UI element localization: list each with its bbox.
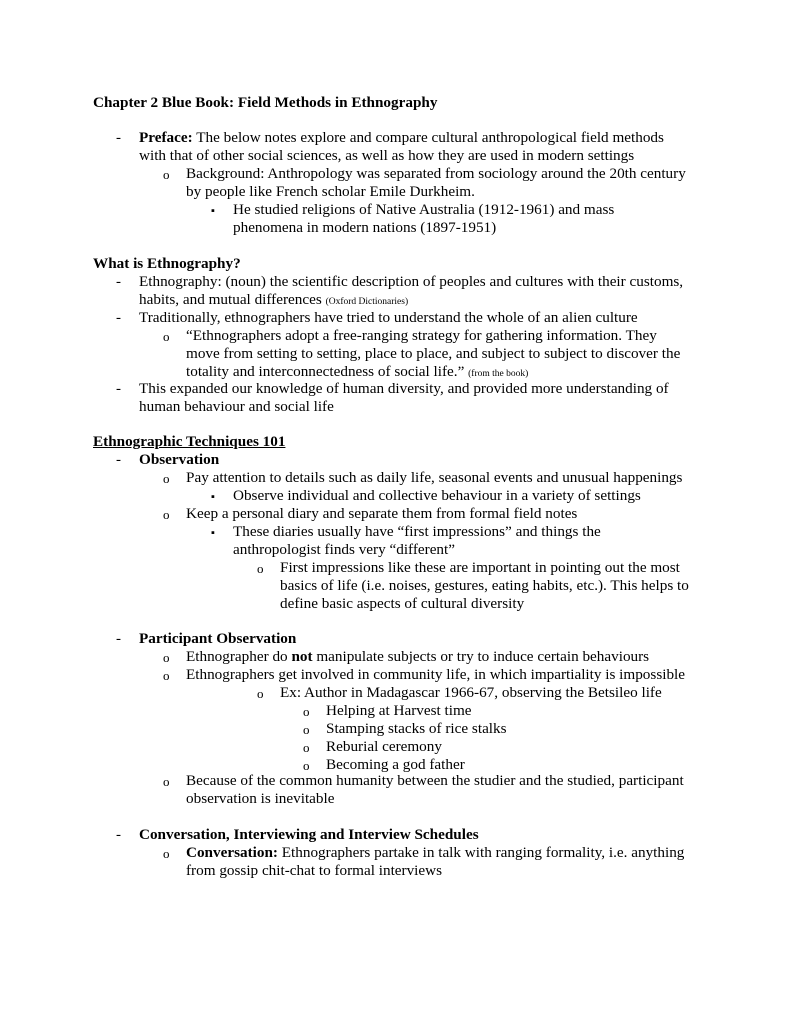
circle-bullet: o: [303, 722, 310, 737]
po-item-2: Ethnographers get involved in community life, in which impartiality is impossible: [186, 666, 685, 683]
document-title: Chapter 2 Blue Book: Field Methods in Ethnography: [93, 94, 438, 111]
definition-text: habits, and mutual differences: [139, 291, 326, 308]
po-example-item: Becoming a god father: [326, 756, 465, 773]
po-item-1-pre: Ethnographer do: [186, 648, 292, 665]
conversation-line-1: [186, 844, 684, 862]
po-item-1-emphasis: not: [291, 648, 313, 665]
square-bullet: ▪: [211, 491, 215, 503]
dash-bullet: -: [116, 381, 121, 397]
impressions-line-1: First impressions like these are important in pointing out the most: [280, 559, 680, 576]
quote-line-1: “Ethnographers adopt a free-ranging strategy for gathering information. They: [186, 327, 657, 344]
po-item-1-post: manipulate subjects or try to induce certain behaviours: [312, 648, 650, 665]
conversation-term: Conversation:: [186, 844, 278, 861]
impressions-line-2: basics of life (i.e. noises, gestures, eating habits, etc.). This helps to: [280, 577, 689, 594]
studied-line-2: phenomena in modern nations (1897-1951): [233, 219, 497, 236]
po-example: Ex: Author in Madagascar 1966-67, observing the Betsileo life: [280, 684, 662, 701]
conversation-text: Ethnographers partake in talk with ranging formality, i.e. anything: [277, 844, 685, 861]
square-bullet: ▪: [211, 205, 215, 217]
circle-bullet: o: [163, 471, 170, 486]
circle-bullet: o: [303, 758, 310, 773]
dash-bullet: -: [116, 827, 121, 843]
definition-line-2: [139, 291, 408, 311]
quote-text: totality and interconnectedness of social life.”: [186, 363, 469, 380]
background-line-2: by people like French scholar Emile Durkheim.: [186, 183, 475, 200]
conversation-label: Conversation, Interviewing and Interview Schedules: [139, 826, 479, 843]
definition-line-1: Ethnography: (noun) the scientific description of peoples and cultures with their customs,: [139, 273, 684, 290]
dash-bullet: -: [116, 274, 121, 290]
circle-bullet: o: [163, 507, 170, 522]
observation-item-1: Pay attention to details such as daily life, seasonal events and unusual happenings: [186, 469, 683, 486]
participant-observation-label: Participant Observation: [139, 630, 297, 647]
background-line-1: Background: Anthropology was separated from sociology around the 20th century: [186, 165, 686, 182]
conversation-line-2: from gossip chit-chat to formal interviews: [186, 862, 443, 879]
observation-label: Observation: [139, 451, 220, 468]
definition-source: (Oxford Dictionaries): [325, 297, 409, 307]
po-example-item: Helping at Harvest time: [326, 702, 472, 719]
techniques-heading: Ethnographic Techniques 101: [93, 433, 286, 450]
circle-bullet: o: [163, 846, 170, 861]
preface-line-2: with that of other social sciences, as well as how they are used in modern settings: [139, 147, 635, 164]
dash-bullet: -: [116, 130, 121, 146]
diaries-line-1: These diaries usually have “first impressions” and things the: [233, 523, 601, 540]
observation-item-2: Keep a personal diary and separate them from formal field notes: [186, 505, 578, 522]
quote-source: (from the book): [468, 369, 529, 379]
circle-bullet: o: [257, 561, 264, 576]
po-item-3-line-2: observation is inevitable: [186, 790, 335, 807]
po-example-item: Reburial ceremony: [326, 738, 442, 755]
what-is-heading: What is Ethnography?: [93, 255, 241, 272]
circle-bullet: o: [257, 686, 264, 701]
impressions-line-3: define basic aspects of cultural diversity: [280, 595, 525, 612]
circle-bullet: o: [303, 704, 310, 719]
po-item-3-line-1: Because of the common humanity between the studier and the studied, participant: [186, 772, 684, 789]
diaries-line-2: anthropologist finds very “different”: [233, 541, 455, 558]
preface-label: Preface:: [139, 129, 193, 146]
preface-line-1: [139, 129, 664, 147]
studied-line-1: He studied religions of Native Australia (1912-1961) and mass: [233, 201, 615, 218]
circle-bullet: o: [163, 668, 170, 683]
po-example-item: Stamping stacks of rice stalks: [326, 720, 507, 737]
traditionally-line: Traditionally, ethnographers have tried to understand the whole of an alien culture: [139, 309, 638, 326]
dash-bullet: -: [116, 631, 121, 647]
po-item-1: [186, 648, 649, 666]
expanded-line-1: This expanded our knowledge of human diversity, and provided more understanding of: [139, 380, 669, 397]
expanded-line-2: human behaviour and social life: [139, 398, 334, 415]
circle-bullet: o: [163, 329, 170, 344]
preface-text: The below notes explore and compare cultural anthropological field methods: [192, 129, 664, 146]
circle-bullet: o: [163, 650, 170, 665]
square-bullet: ▪: [211, 527, 215, 539]
dash-bullet: -: [116, 452, 121, 468]
circle-bullet: o: [303, 740, 310, 755]
dash-bullet: -: [116, 310, 121, 326]
circle-bullet: o: [163, 167, 170, 182]
observation-item-1a: Observe individual and collective behaviour in a variety of settings: [233, 487, 641, 504]
quote-line-2: move from setting to setting, place to place, and subject to subject to discover the: [186, 345, 681, 362]
circle-bullet: o: [163, 774, 170, 789]
